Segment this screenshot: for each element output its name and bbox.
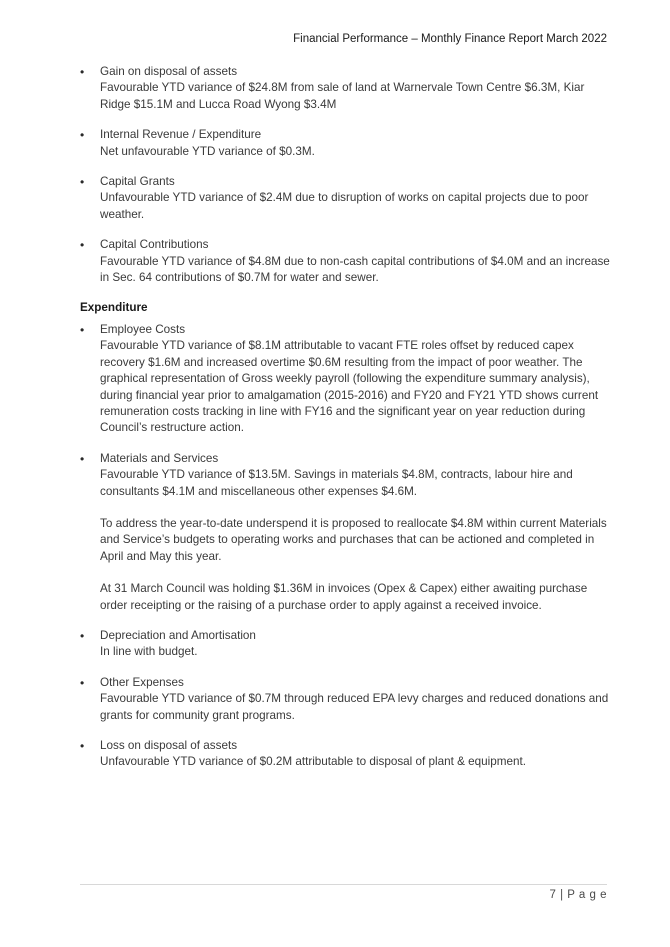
- list-item: [80, 628, 610, 661]
- list-item: [80, 322, 610, 437]
- item-body: Unfavourable YTD variance of $0.2M attributable to disposal of plant & equipment.: [100, 755, 526, 769]
- page-header-title: Financial Performance – Monthly Finance Report March 2022: [293, 33, 607, 45]
- list-item: [80, 451, 610, 614]
- item-body: Favourable YTD variance of $8.1M attributable to vacant FTE roles offset by reduced capex recovery $1.6M and increased overtime $0.6M resulting from the impact of poor weather. The graphical representation of Gross weekly payroll (following the expenditure summary analysis), during financial year prior to amalgamation (2015-2016) and FY20 and FY21 YTD shows current remuneration costs tracking in line with FY16 and the significant year on year reduction during Council’s restructure action.: [100, 339, 599, 435]
- list-item: [80, 127, 610, 160]
- item-paragraph: At 31 March Council was holding $1.36M in invoices (Opex & Capex) either awaiting purchase order receipting or the raising of a purchase order to apply against a received invoice.: [100, 582, 588, 612]
- item-title: • Internal Revenue / Expenditure: [100, 128, 262, 142]
- item-title: • Depreciation and Amortisation: [100, 628, 256, 642]
- item-body: Favourable YTD variance of $4.8M due to non-cash capital contributions of $4.0M and an increase in Sec. 64 contributions of $0.7M for water and sewer.: [100, 254, 610, 285]
- item-title: • Capital Contributions: [100, 238, 209, 252]
- item-title: • Capital Grants: [100, 175, 175, 189]
- item-title: • Employee Costs: [100, 322, 186, 336]
- page-number: 7 | P a g e: [549, 889, 607, 901]
- list-item: [80, 174, 610, 223]
- item-body: Net unfavourable YTD variance of $0.3M.: [100, 144, 315, 158]
- list-item: [80, 675, 610, 724]
- item-title: • Other Expenses: [100, 675, 184, 689]
- item-body: In line with budget.: [100, 645, 198, 659]
- footer-divider: [80, 884, 607, 885]
- list-item: [80, 64, 610, 113]
- item-body: Unfavourable YTD variance of $2.4M due to disruption of works on capital projects due to poor weather.: [100, 191, 589, 221]
- item-body: Favourable YTD variance of $13.5M. Savings in materials $4.8M, contracts, labour hire and consultants $4.1M and miscellaneous other expenses $4.6M.: [100, 468, 573, 498]
- item-title: • Materials and Services: [100, 451, 219, 465]
- item-paragraph: To address the year-to-date underspend it is proposed to reallocate $4.8M within current Materials and Service’s budgets to operating works and purchases that can be actioned and completed in April and May this year.: [100, 516, 607, 563]
- expenditure-heading: Expenditure: [80, 301, 148, 315]
- revenue-variance-list: [80, 64, 610, 286]
- item-title: • Gain on disposal of assets: [100, 65, 238, 78]
- expenditure-variance-list: [80, 322, 610, 771]
- item-body: Favourable YTD variance of $0.7M through reduced EPA levy charges and reduced donations and grants for community grant programs.: [100, 692, 609, 722]
- list-item: [80, 738, 610, 771]
- item-title: • Loss on disposal of assets: [100, 739, 238, 752]
- item-body: Favourable YTD variance of $24.8M from sale of land at Warnervale Town Centre $6.3M, Kiar Ridge $15.1M and Lucca Road Wyong $3.4M: [100, 81, 585, 111]
- report-content: [80, 64, 610, 785]
- list-item: [80, 237, 610, 286]
